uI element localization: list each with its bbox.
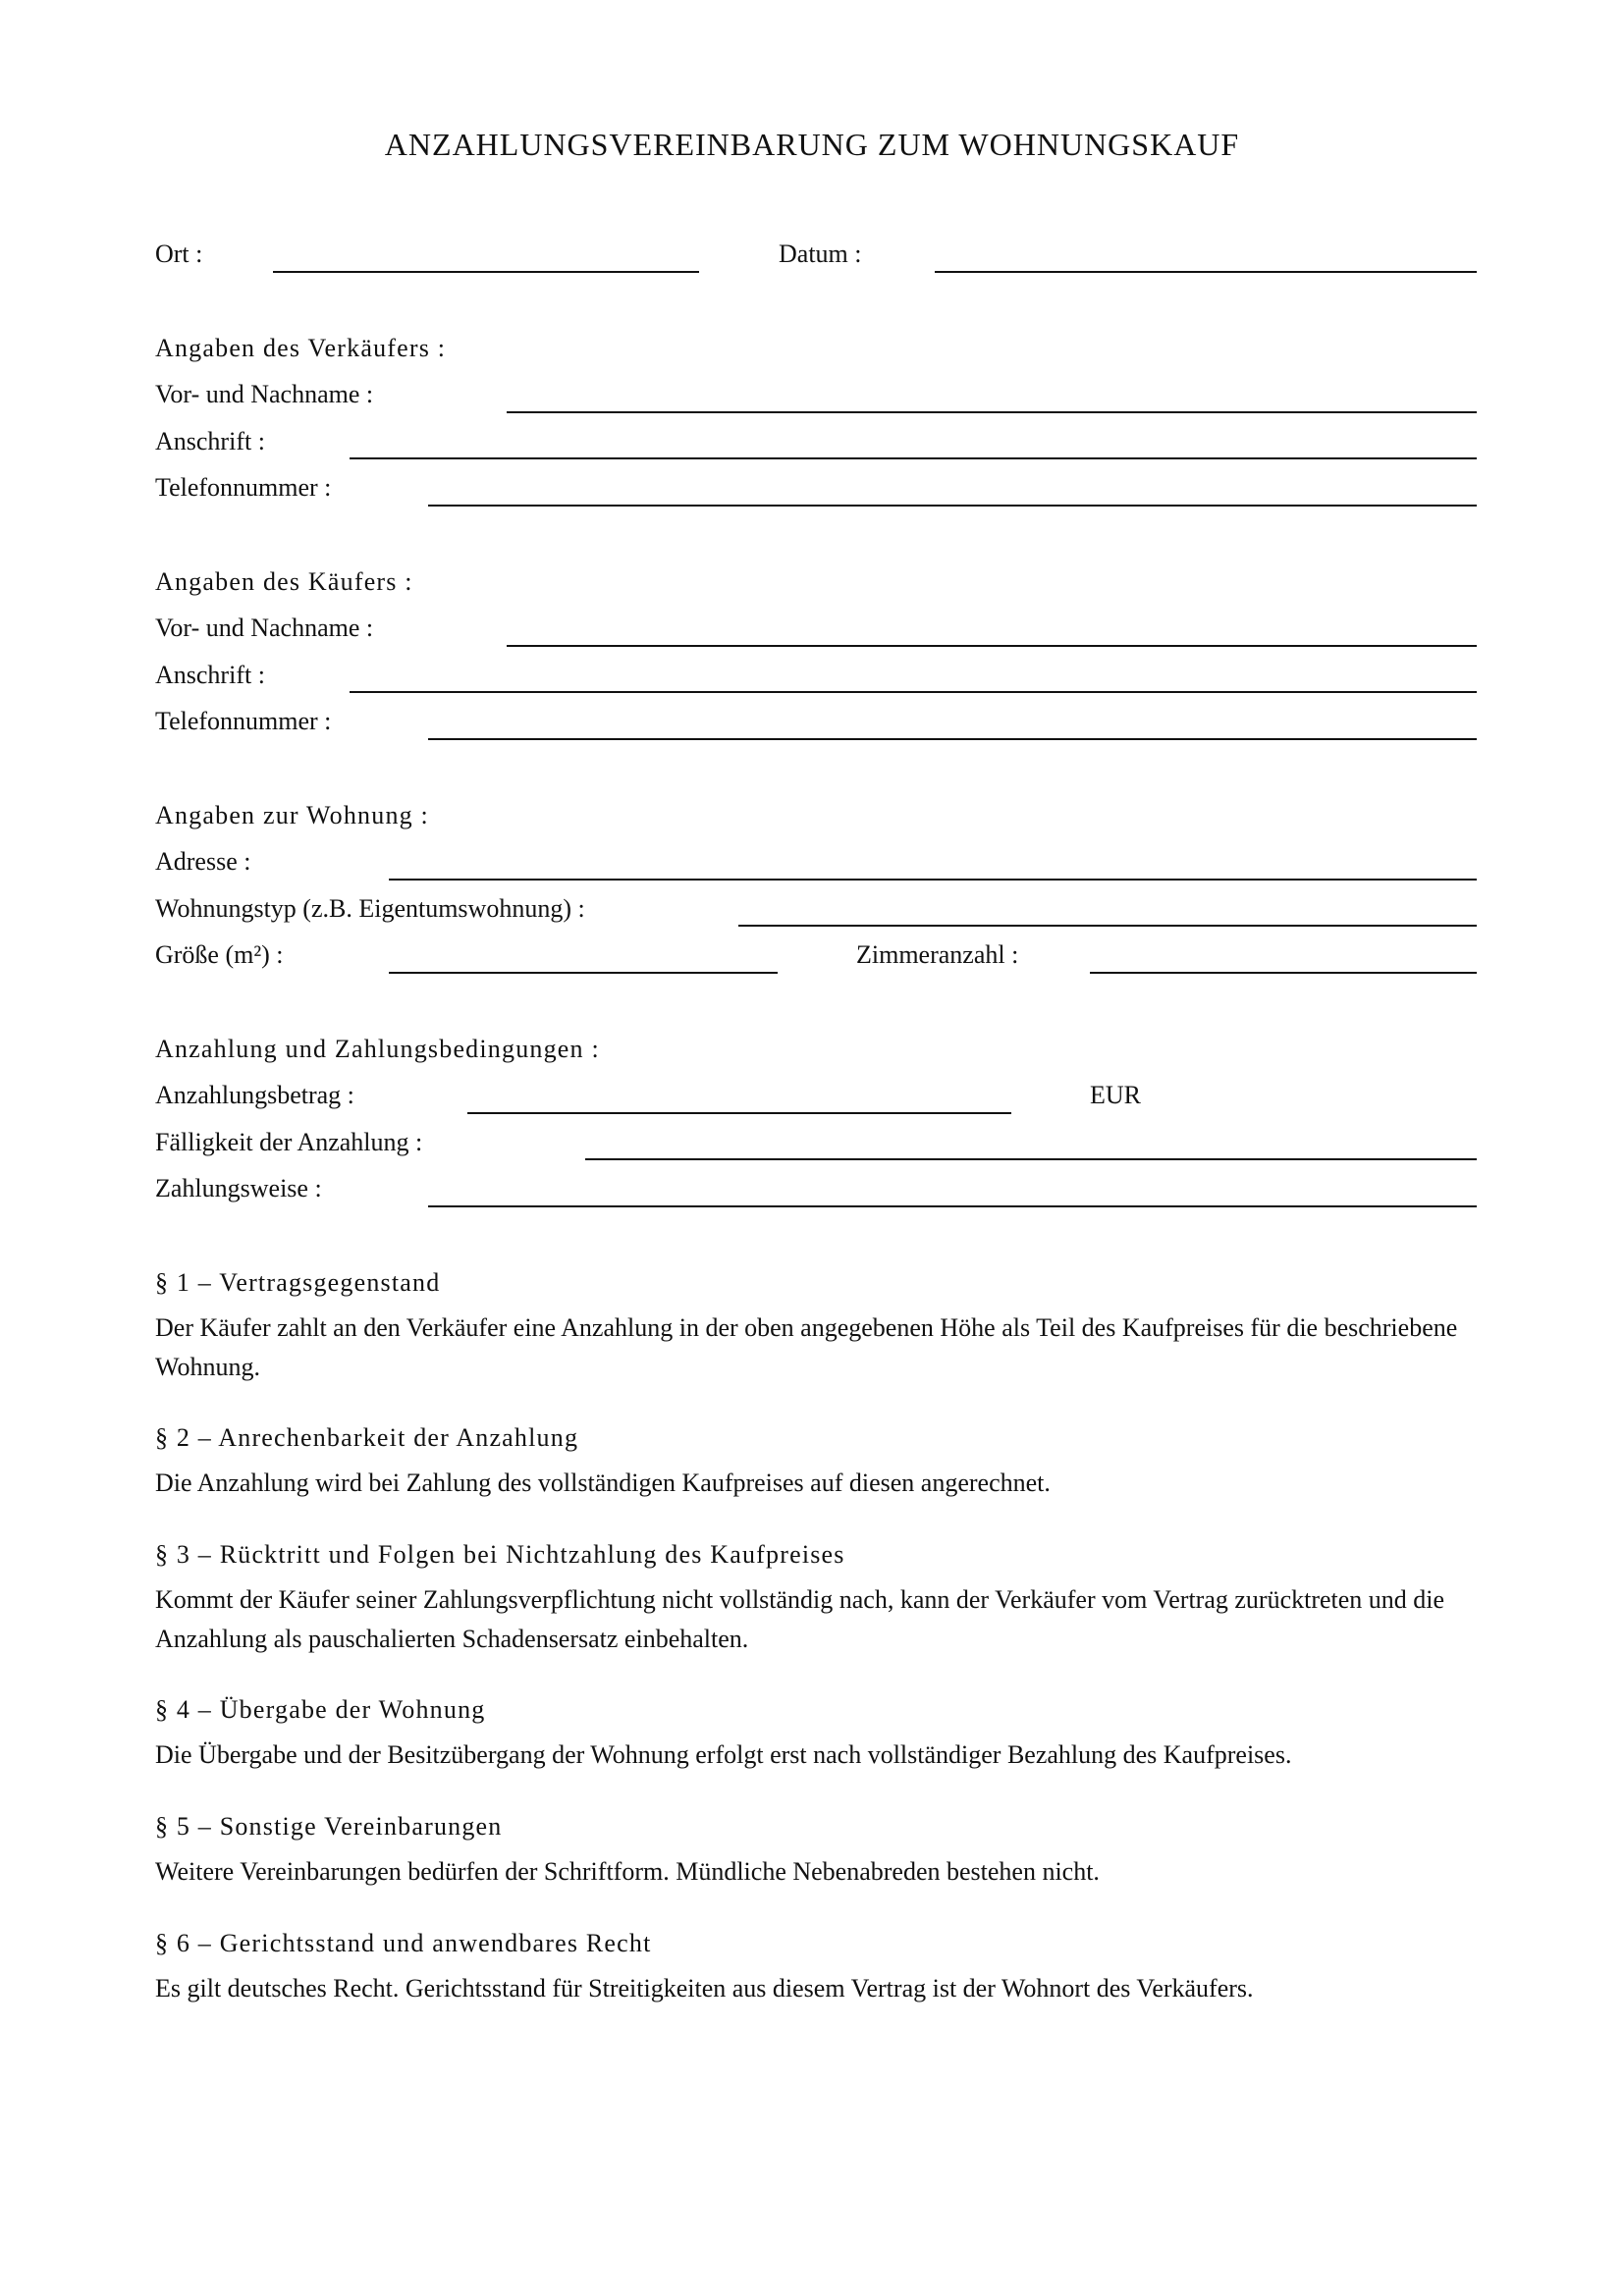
section-1-text: Der Käufer zahlt an den Verkäufer eine Anzahlung in der oben angegebenen Höhe als Teil des Kaufpreises für die beschriebene Wohnung. xyxy=(155,1313,1458,1381)
document-title: ANZAHLUNGSVEREINBARUNG ZUM WOHNUNGSKAUF xyxy=(384,127,1240,162)
section-6-heading: § 6 – Gerichtsstand und anwendbares Recht xyxy=(155,1929,652,1957)
datum-field[interactable] xyxy=(935,271,1477,273)
section-5-heading: § 5 – Sonstige Vereinbarungen xyxy=(155,1812,503,1841)
ort-label: Ort : xyxy=(155,240,203,268)
section-4-heading: § 4 – Übergabe der Wohnung xyxy=(155,1695,486,1724)
payment-method-field[interactable] xyxy=(428,1205,1477,1207)
buyer-name-label: Vor- und Nachname : xyxy=(155,614,374,642)
apartment-heading: Angaben zur Wohnung : xyxy=(155,801,429,829)
payment-amount-label: Anzahlungsbetrag : xyxy=(155,1081,354,1109)
datum-label: Datum : xyxy=(779,240,862,268)
apartment-address-label: Adresse : xyxy=(155,847,251,876)
ort-field[interactable] xyxy=(273,271,699,273)
apartment-rooms-field[interactable] xyxy=(1090,972,1477,974)
section-1-heading: § 1 – Vertragsgegenstand xyxy=(155,1268,441,1297)
apartment-size-label: Größe (m²) : xyxy=(155,940,284,969)
payment-method-label: Zahlungsweise : xyxy=(155,1174,322,1202)
apartment-rooms-label: Zimmeranzahl : xyxy=(856,940,1019,969)
payment-currency: EUR xyxy=(1090,1081,1141,1109)
seller-name-field[interactable] xyxy=(507,411,1477,413)
apartment-address-field[interactable] xyxy=(389,879,1477,881)
payment-due-label: Fälligkeit der Anzahlung : xyxy=(155,1128,423,1156)
section-5-text: Weitere Vereinbarungen bedürfen der Schriftform. Mündliche Nebenabreden bestehen nicht. xyxy=(155,1857,1100,1886)
buyer-heading: Angaben des Käufers : xyxy=(155,567,413,596)
payment-amount-field[interactable] xyxy=(467,1112,1011,1114)
seller-phone-label: Telefonnummer : xyxy=(155,473,332,502)
payment-heading: Anzahlung und Zahlungsbedingungen : xyxy=(155,1035,600,1063)
section-2-heading: § 2 – Anrechenbarkeit der Anzahlung xyxy=(155,1423,579,1452)
seller-heading: Angaben des Verkäufers : xyxy=(155,334,447,362)
buyer-phone-label: Telefonnummer : xyxy=(155,707,332,735)
seller-address-label: Anschrift : xyxy=(155,427,265,455)
apartment-type-field[interactable] xyxy=(738,925,1477,927)
seller-name-label: Vor- und Nachname : xyxy=(155,380,374,408)
section-3-text: Kommt der Käufer seiner Zahlungsverpflichtung nicht vollständig nach, kann der Verkäufer vom Vertrag zurücktreten und die Anzahlung als pauschalierten Schadensersatz einbehalten. xyxy=(155,1585,1445,1653)
section-4-text: Die Übergabe und der Besitzübergang der Wohnung erfolgt erst nach vollständiger Bezahlung des Kaufpreises. xyxy=(155,1740,1292,1769)
buyer-phone-field[interactable] xyxy=(428,738,1477,740)
buyer-address-label: Anschrift : xyxy=(155,661,265,689)
section-2-text: Die Anzahlung wird bei Zahlung des vollständigen Kaufpreises auf diesen angerechnet. xyxy=(155,1468,1051,1497)
buyer-name-field[interactable] xyxy=(507,645,1477,647)
seller-phone-field[interactable] xyxy=(428,505,1477,507)
section-3-heading: § 3 – Rücktritt und Folgen bei Nichtzahlung des Kaufpreises xyxy=(155,1540,845,1569)
buyer-address-field[interactable] xyxy=(350,691,1477,693)
seller-address-field[interactable] xyxy=(350,457,1477,459)
payment-due-field[interactable] xyxy=(585,1158,1477,1160)
apartment-type-label: Wohnungstyp (z.B. Eigentumswohnung) : xyxy=(155,894,585,923)
apartment-size-field[interactable] xyxy=(389,972,778,974)
section-6-text: Es gilt deutsches Recht. Gerichtsstand für Streitigkeiten aus diesem Vertrag ist der Wohnort des Verkäufers. xyxy=(155,1974,1254,2002)
